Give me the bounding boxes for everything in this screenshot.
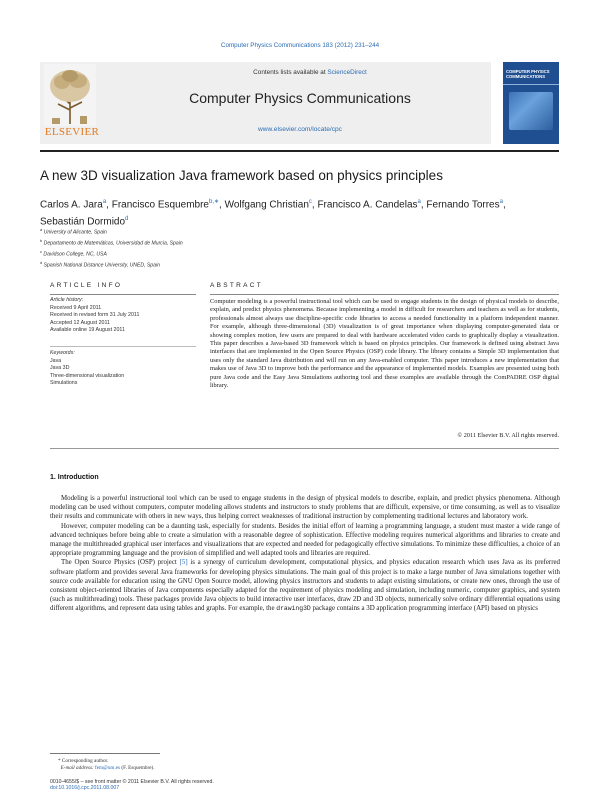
contents-prefix: Contents lists available at xyxy=(253,69,326,76)
issn-block xyxy=(50,779,370,792)
asterisk-mark: * xyxy=(58,758,61,764)
header-rule xyxy=(40,150,559,152)
article-info-rule xyxy=(50,294,196,295)
abstract-bottom-rule xyxy=(50,448,559,449)
inline-code: drawing3D xyxy=(276,605,311,613)
author-affil-mark[interactable]: d xyxy=(125,216,129,223)
email-link[interactable]: fem@um.es xyxy=(94,765,121,771)
corresponding-author-note xyxy=(58,758,358,765)
affil-text: Davidson College, NC, USA xyxy=(43,251,107,258)
abstract-text: Computer modeling is a powerful instructional tool which can be used to engage students in the design of physical models to describe, explain, and predict physics phenomena. Because implementing a model in difficult for researchers and teachers as well as for students, professionals almost always use discipline-specific code libraries to access a needed functionality in a platform independent manner. For example, although three-dimensional (3D) visualization is of great importance when displaying computer-generated data or showing complex motion, few users are prepared to deal with hardware accelerated video cards to graphically display a visualization. This paper describes a Java-based 3D framework which is based on physics principles. Our framework is defined using abstract Java interfaces that are implemented in the Open Source Physics (OSP) code library. The library contains a Simple 3D implementation that uses only the standard Java distribution and will run on any Java-enabled computer. This paper introduces a new implementation that makes use of Java 3D to improve both the performance and the appearance of implemented models. Examples are presented using both pure Java code and the Easy Java Simulations authoring tool and these examples are available through the ComPADRE OSP digital library. xyxy=(210,298,559,390)
history-item: Received 9 April 2011 xyxy=(50,304,102,311)
affiliation xyxy=(40,248,340,259)
footnote xyxy=(58,758,358,772)
keyword: Java 3D xyxy=(50,365,70,372)
journal-title: Computer Physics Communications xyxy=(189,90,411,106)
article-history xyxy=(50,297,200,335)
paragraph: Modeling is a powerful instructional tool which can be used to engage students in the design of physical models to describe, explain, and predict physics phenomena. Although modeling can be used without computers, computer modeling allows students and instructors to study problems that are difficult, expensive, or time consuming, as well as to visualize their results and communicate with others in new ways, thus helping correct weaknesses of traditional instruction by complementing traditional lectures and laboratory work. xyxy=(50,495,560,521)
email-owner: (F. Esquembre). xyxy=(121,765,155,771)
keyword: Three-dimensional visualization xyxy=(50,372,125,379)
cover-title: COMPUTER PHYSICS COMMUNICATIONS xyxy=(506,69,550,79)
affiliations xyxy=(40,226,340,270)
keyword: Java xyxy=(50,357,62,364)
affil-text: University of Alicante, Spain xyxy=(43,229,107,236)
author-affil-mark[interactable]: a xyxy=(417,199,421,205)
author-affil-mark[interactable]: c xyxy=(308,199,312,205)
author-list: Carlos A. Jara$^a$, Francisco Esquembre$^{b,∗}$, Wolfgang Christian$^c$, Francisco A. Candelas$^a$, Fernando Torres$^a$, Sebastián Dormido$^d$ xyxy=(40,199,506,228)
abstract-heading: ABSTRACT xyxy=(210,282,264,289)
article-title: A new 3D visualization Java framework based on physics principles xyxy=(40,168,443,183)
affiliation xyxy=(40,259,340,270)
paragraph-text: is a synergy of curriculum development, computational physics, and physics education research which uses Java as its preferred software platform and provides several Java frameworks for developing physics simulations. The main goal of this project is to make a large number of Java simulations together with source code available for education using the GNU Open Source model, allowing physics instructors and students to adapt existing simulations, or create new ones, through the use of consistent object-oriented libraries of Java components especially adapted for the requirement of physics modeling and simulation, including numeric, computer graphics, and system (such as multithreading) tools. These packages provide Java objects to build interactive user interfaces, draw 2D and 3D objects, numerically solve ordinary differential equations using different algorithms, and represent data using tables and graphs. For example, the xyxy=(50,559,560,613)
cover-divider xyxy=(503,84,559,85)
paragraph-text: The Open Source Physics (OSP) project xyxy=(61,559,180,567)
footnote-rule xyxy=(50,753,160,754)
doi-link[interactable]: doi:10.1016/j.cpc.2011.08.007 xyxy=(50,785,120,792)
contents-available-line xyxy=(160,69,460,76)
affil-mark: c xyxy=(40,248,42,254)
keywords-rule xyxy=(50,346,196,347)
publisher-name: ELSEVIER xyxy=(44,126,100,138)
author: Sebastián Dormido xyxy=(40,216,126,228)
article-info-heading: ARTICLE INFO xyxy=(50,282,123,289)
section-heading-introduction: 1. Introduction xyxy=(50,474,99,481)
author: Fernando Torres xyxy=(426,199,500,211)
affil-text: Spanish National Distance University, UNED, Spain xyxy=(43,262,160,269)
paragraph: However, computer modeling can be a daunting task, especially for students. Besides the initial effort of learning a programming language, a student must master a wide range of advanced techniques before being able to create a simulation with a reasonable degree of sophistication. Effective modeling requires numerical algorithms and libraries to create and manage the multithreaded graphical user interfaces and visualizations that are expected and needed for pedagogically effective simulations. To minimize these difficulties, a choice of an appropriate programming language and the provision of simplified and well adapted tools and libraries are required. xyxy=(50,522,560,558)
affil-mark: b xyxy=(40,237,43,243)
affil-text: Departamento de Matemáticas, Universidad de Murcia, Spain xyxy=(43,240,183,247)
author: Carlos A. Jara xyxy=(40,199,103,211)
intro-body xyxy=(50,494,560,614)
affiliation xyxy=(40,226,340,237)
citation-link[interactable]: [5] xyxy=(179,559,188,567)
affil-mark: a xyxy=(40,227,43,232)
author-affil-mark[interactable]: b,∗ xyxy=(208,199,220,205)
history-label: Article history: xyxy=(50,297,84,303)
author-affil-mark[interactable]: a xyxy=(499,199,503,205)
history-item: Accepted 12 August 2011 xyxy=(50,319,110,326)
affiliation xyxy=(40,237,340,248)
author: Francisco A. Candelas xyxy=(317,199,418,211)
keywords-label: Keywords: xyxy=(50,350,75,356)
email-label: E-mail address: xyxy=(60,765,94,771)
journal-reference[interactable]: Computer Physics Communications 183 (2012) 231–244 xyxy=(220,42,380,49)
keyword: Simulations xyxy=(50,380,78,387)
history-item: Received in revised form 31 July 2011 xyxy=(50,312,140,319)
sciencedirect-link[interactable]: ScienceDirect xyxy=(327,69,367,76)
abstract-copyright: © 2011 Elsevier B.V. All rights reserved. xyxy=(457,432,559,439)
front-matter-line: 0010-4655/$ – see front matter © 2011 Elsevier B.V. All rights reserved. xyxy=(50,779,214,785)
history-item: Available online 19 August 2011 xyxy=(50,327,125,334)
journal-url-link[interactable]: www.elsevier.com/locate/cpc xyxy=(258,126,342,133)
author: Wolfgang Christian xyxy=(224,199,309,211)
email-line xyxy=(58,765,358,772)
paragraph xyxy=(50,558,560,613)
cover-artwork xyxy=(509,92,553,130)
author: Francisco Esquembre xyxy=(111,199,209,211)
corresponding-label: Corresponding author. xyxy=(61,758,109,764)
affil-mark: d xyxy=(40,259,43,265)
abstract-rule xyxy=(210,294,559,295)
keywords xyxy=(50,350,200,388)
paragraph-text: package contains a 3D application programming interface (API) based on physics xyxy=(310,605,538,613)
author-affil-mark[interactable]: a xyxy=(102,199,107,205)
elsevier-tree-logo xyxy=(44,64,96,130)
